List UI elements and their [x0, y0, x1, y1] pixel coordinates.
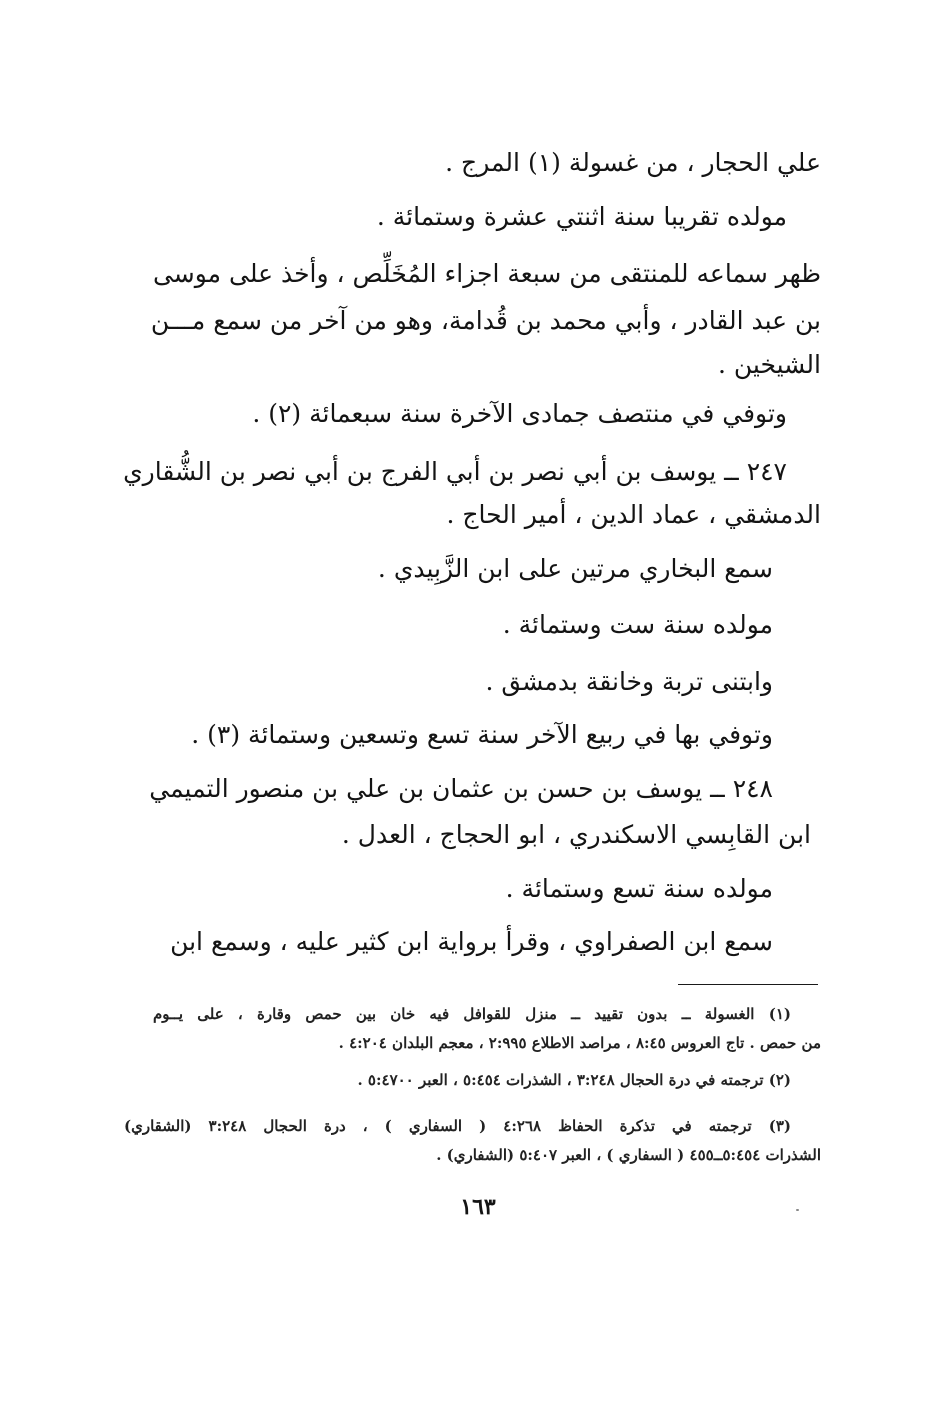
text-line-1: علي الحجار ، من غسولة (١) المرج . — [445, 148, 821, 177]
text-line-12: وتوفي بها في ربيع الآخر سنة تسع وتسعين وستمائة (٣) . — [191, 720, 773, 749]
footnote-2: (٢) ترجمته في درة الحجال ٣:٢٤٨ ، الشذرات ٥:٤٥٤ ، العبر ٥:٤٧٠٠ . — [357, 1071, 791, 1089]
text-line-16: سمع ابن الصفراوي ، وقرأ برواية ابن كثير عليه ، وسمع ابن — [170, 927, 773, 956]
entry-248-heading: ٢٤٨ ــ يوسف بن حسن بن عثمان بن علي بن منصور التميمي — [149, 774, 773, 803]
text-line-6: وتوفي في منتصف جمادى الآخرة سنة سبعمائة (٢) . — [252, 399, 787, 428]
scan-speck — [796, 1209, 799, 1211]
footnote-1-cont: من حمص . تاج العروس ٨:٤٥ ، مراصد الاطلاع ٢:٩٩٥ ، معجم البلدان ٤:٢٠٤ . — [338, 1034, 821, 1052]
text-line-5: الشيخين . — [717, 350, 821, 379]
text-line-3: ظهر سماعه للمنتقى من سبعة اجزاء المُخَلِّص ، وأخذ على موسى — [152, 259, 821, 288]
page-number: ١٦٣ — [460, 1194, 496, 1220]
footnote-3-cont: الشذرات ٥:٤٥٤ــ٤٥٥ ( السفاري ) ، العبر ٥:٤٠٧ (الشفاري) . — [436, 1146, 821, 1164]
text-line-11: وابتنى تربة وخانقة بدمشق . — [485, 667, 773, 696]
footnote-3: (٣) ترجمته في تذكرة الحفاظ ٤:٢٦٨ ( السفاري ) ، درة الحجال ٣:٢٤٨ (الشقاري) — [124, 1117, 791, 1135]
text-line-10: مولده سنة ست وستمائة . — [502, 610, 773, 639]
text-line-9: سمع البخاري مرتين على ابن الزَّبِيدي . — [377, 554, 773, 583]
footnote-1: (١) الغسولة ــ بدون تقييد ــ منزل للقوافل فيه خان بين حمص وقارة ، على يــوم — [153, 1005, 791, 1023]
text-line-2: مولده تقريبا سنة اثنتي عشرة وستمائة . — [376, 202, 787, 231]
text-line-15: مولده سنة تسع وستمائة . — [505, 874, 773, 903]
footnote-separator — [678, 984, 818, 985]
text-line-14: ابن القابِسي الاسكندري ، ابو الحجاج ، العدل . — [341, 820, 811, 849]
text-line-8: الدمشقي ، عماد الدين ، أمير الحاج . — [446, 500, 821, 529]
text-line-4: بن عبد القادر ، وأبي محمد بن قُدامة، وهو من آخر من سمع مـــن — [150, 306, 821, 335]
entry-247-heading: ٢٤٧ ــ يوسف بن أبي نصر بن أبي الفرج بن أبي نصر بن الشُّقاري — [123, 457, 787, 486]
